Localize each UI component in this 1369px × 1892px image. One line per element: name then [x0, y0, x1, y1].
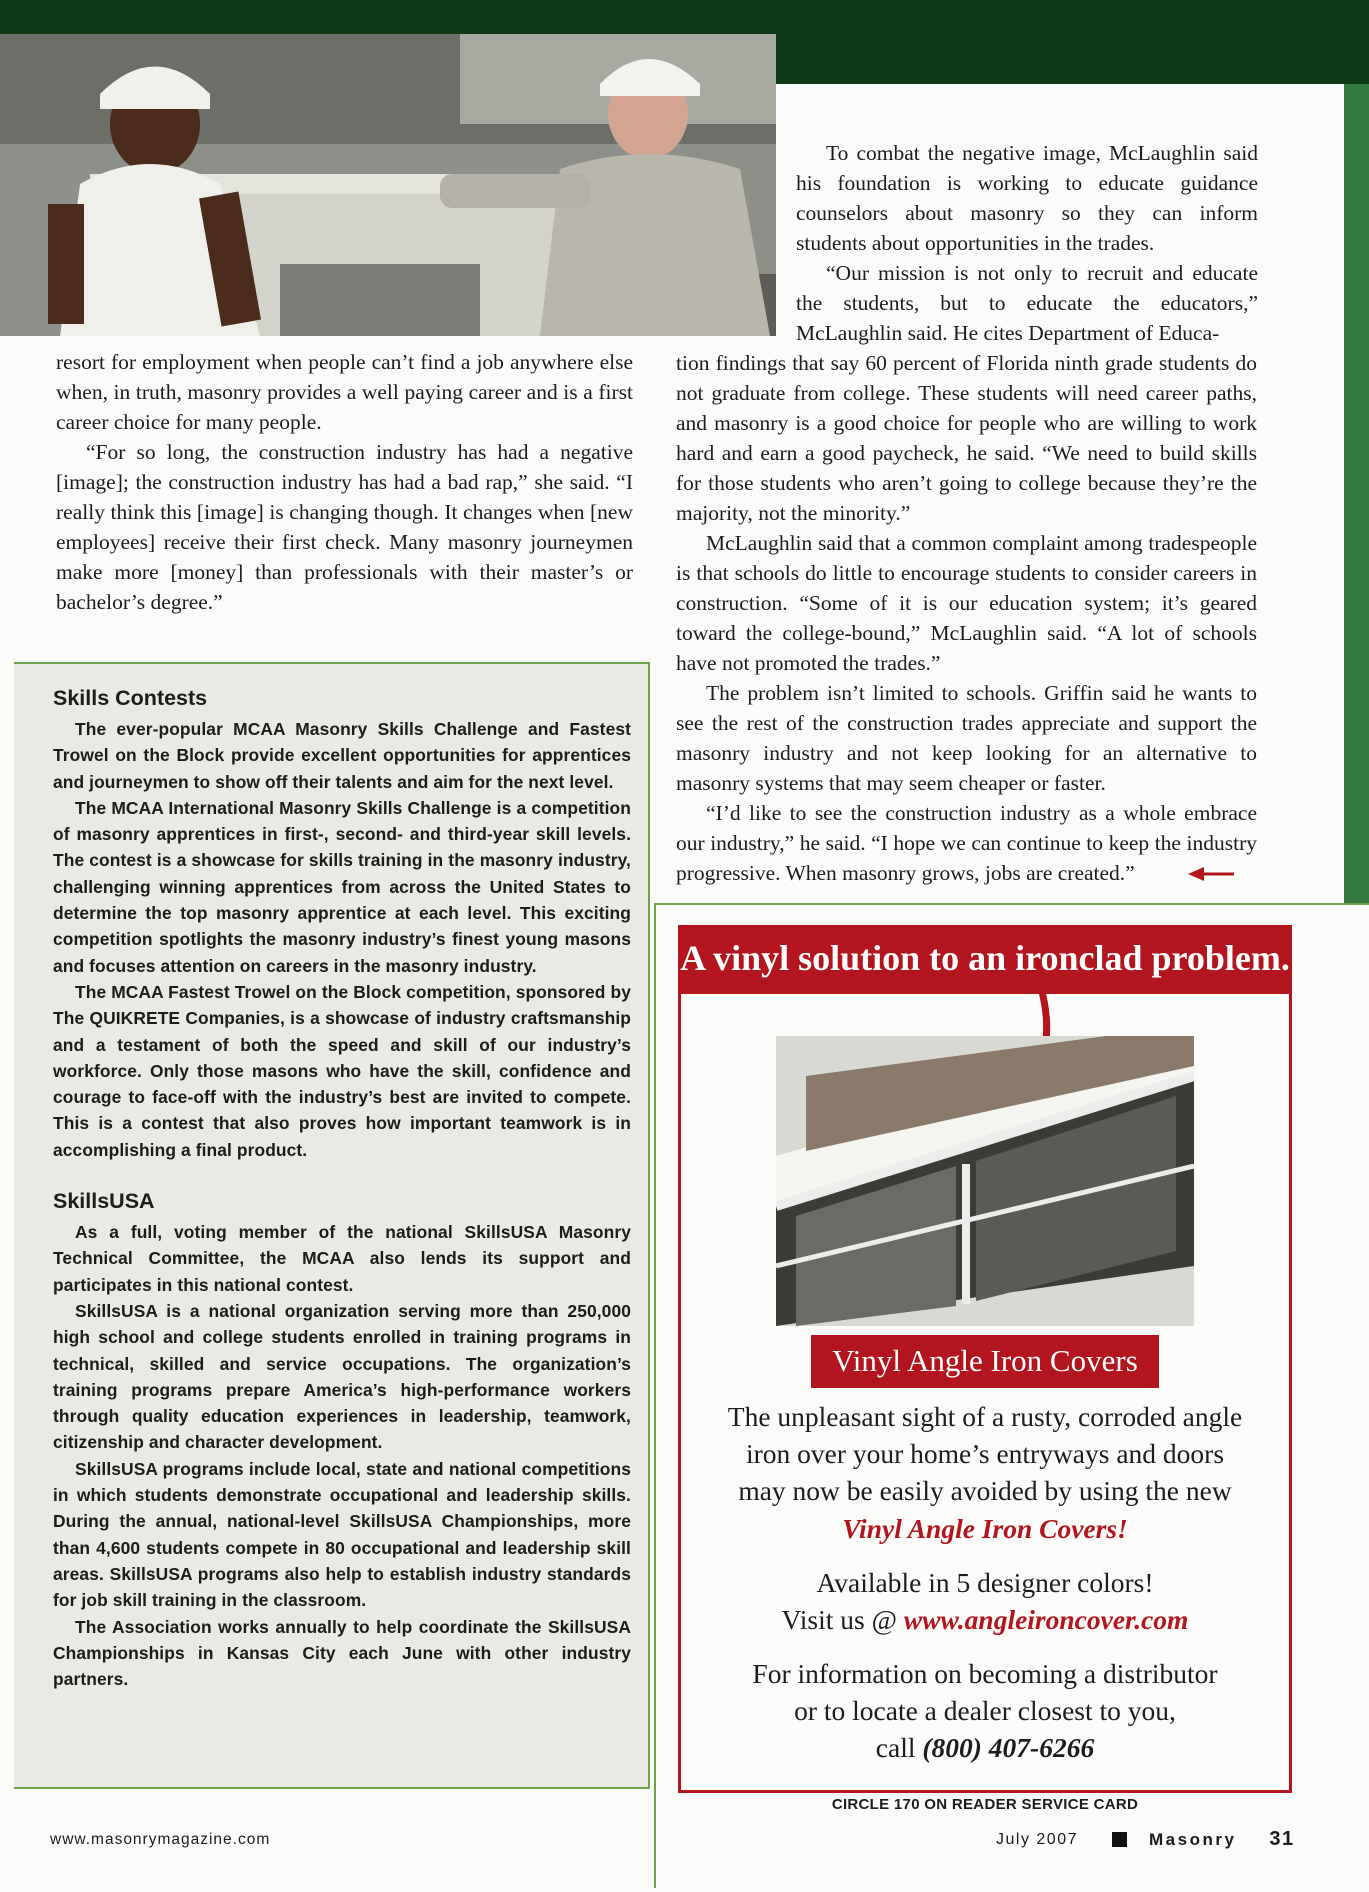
top-green-band: [0, 0, 1369, 34]
footer-info: [996, 1828, 1295, 1851]
right-column-narrow-text: [796, 138, 1258, 348]
page-number: 31: [1269, 1828, 1295, 1850]
footer-url[interactable]: www.masonrymagazine.com: [50, 1831, 271, 1848]
ad-url-link[interactable]: www.angleironcover.com: [903, 1604, 1189, 1635]
sidebar-paragraph: The Association works annually to help coordinate the SkillsUSA Championships in Kansas City each June with other industry partners.: [53, 1616, 631, 1690]
end-mark-icon: [1186, 864, 1236, 884]
right-green-edge: [1344, 84, 1369, 904]
vinyl-angle-ad[interactable]: [678, 925, 1292, 1793]
top-green-band-right: [776, 34, 1369, 84]
sidebar-paragraph: The ever-popular MCAA Masonry Skills Challenge and Fastest Trowel on the Block provide excellent opportunities for apprentices and journeymen to show off their talents and aim for the next level.: [53, 719, 631, 792]
skills-sidebar: [14, 662, 650, 1789]
ad-colors-line: Available in 5 designer colors!: [816, 1567, 1154, 1598]
ad-body-line: may now be easily avoided by using the new: [738, 1475, 1232, 1506]
sidebar-paragraph: The MCAA Fastest Trowel on the Block competition, sponsored by The QUIKRETE Companies, is a showcase of industry craftsmanship and a testament of both the speed and skill of our industry’s workforce. Only those masons who have the skill, confidence and courage to face-off with the industry’s best are invited to compete. This is a contest that also proves how important teamwork is in accomplishing a final product.: [53, 981, 631, 1160]
sidebar-paragraph: SkillsUSA is a national organization serving more than 250,000 high school and college students enrolled in training programs in technical, skilled and service occupations. The organization’s training programs prepare America’s high-performance workers through quality education experiences in leadership, teamwork, citizenship and character development.: [53, 1300, 631, 1453]
masons-photo: [0, 34, 776, 336]
ad-call-prefix: call: [875, 1732, 916, 1763]
sidebar-paragraph: As a full, voting member of the national SkillsUSA Masonry Technical Committee, the MCAA also lends its support and participates in this national contest.: [53, 1222, 631, 1295]
divider: [654, 903, 1369, 905]
sidebar-heading: SkillsUSA: [53, 1189, 155, 1214]
sidebar-paragraph: SkillsUSA programs include local, state and national competitions in which students demonstrate occupational and leadership skills. During the annual, national-level SkillsUSA Championships, more than 4,600 students compete in 80 occupational and leadership skill areas. SkillsUSA programs also help to establish industry standards for job skill training in the classroom.: [53, 1458, 631, 1611]
left-column-text: [56, 347, 633, 617]
paragraph: “I’d like to see the construction industry as a whole embrace our industry,” he said. “I hope we can continue to keep the industry progressive. When masonry grows, jobs are created.”: [676, 801, 1257, 885]
ad-info-line: For information on becoming a distributor: [752, 1658, 1218, 1689]
footer-magazine: Masonry: [1149, 1829, 1237, 1849]
ad-visit-prefix: Visit us @: [781, 1604, 897, 1635]
right-column-text: [676, 348, 1257, 888]
paragraph: tion findings that say 60 percent of Florida ninth grade students do not graduate from college. These students will need career paths, and masonry is a good choice for people who are willing to work hard and earn a good paycheck, he said. “We need to build skills for those students who aren’t going to college because they’re the majority, not the minority.”: [676, 351, 1257, 525]
ad-body-line: iron over your home’s entryways and doors: [745, 1438, 1225, 1469]
divider: [654, 903, 656, 1888]
ad-info-line: or to locate a dealer closest to you,: [794, 1695, 1176, 1726]
paragraph: “For so long, the construction industry has had a negative [image]; the construction industry has had a bad rap,” she said. “I really think this [image] is changing though. It changes when [new employees] receive their first check. Many masonry journeymen make more [money] than professionals with their master’s or bachelor’s degree.”: [56, 440, 633, 614]
reader-service-card: CIRCLE 170 ON READER SERVICE CARD: [831, 1796, 1139, 1813]
square-icon: [1112, 1832, 1127, 1847]
ad-body-line: The unpleasant sight of a rusty, corroded angle: [727, 1401, 1243, 1432]
footer-date: July 2007: [996, 1830, 1078, 1848]
window-photo: [776, 1036, 1194, 1326]
paragraph: “Our mission is not only to recruit and educate the students, but to educate the educators,” McLaughlin said. He cites Department of Educa-: [796, 261, 1258, 345]
ad-banner: Vinyl Angle Iron Covers: [811, 1335, 1159, 1388]
ad-call-line: [681, 1729, 1289, 1766]
paragraph: McLaughlin said that a common complaint among tradespeople is that schools do little to encourage students to consider careers in construction. “Some of it is our education system; it’s geared toward the college-bound,” McLaughlin said. “A lot of schools have not promoted the trades.”: [676, 531, 1257, 675]
ad-phone-number[interactable]: (800) 407-6266: [922, 1732, 1095, 1763]
sidebar-paragraph: The MCAA International Masonry Skills Challenge is a competition of masonry apprentices in first-, second- and third-year skill levels. The contest is a showcase for skills training in the masonry industry, challenging winning apprentices from across the United States to determine the top masonry apprentice at each level. This exciting competition spotlights the masonry industry’s finest young masons and focuses attention on careers in the masonry industry.: [53, 797, 631, 976]
ad-product-name: Vinyl Angle Iron Covers!: [842, 1513, 1128, 1544]
paragraph: The problem isn’t limited to schools. Griffin said he wants to see the rest of the construction trades appreciate and support the masonry industry and not keep looking for an alternative to masonry systems that may seem cheaper or faster.: [676, 681, 1257, 795]
ad-title: A vinyl solution to an ironclad problem.: [678, 925, 1292, 994]
sidebar-heading: Skills Contests: [53, 686, 208, 710]
ad-visit-line: [681, 1601, 1289, 1638]
paragraph: To combat the negative image, McLaughlin said his foundation is working to educate guidance counselors about masonry so they can inform students about opportunities in the trades.: [796, 141, 1258, 255]
paragraph: resort for employment when people can’t find a job anywhere else when, in truth, masonry provides a well paying career and is a first career choice for many people.: [56, 350, 633, 434]
